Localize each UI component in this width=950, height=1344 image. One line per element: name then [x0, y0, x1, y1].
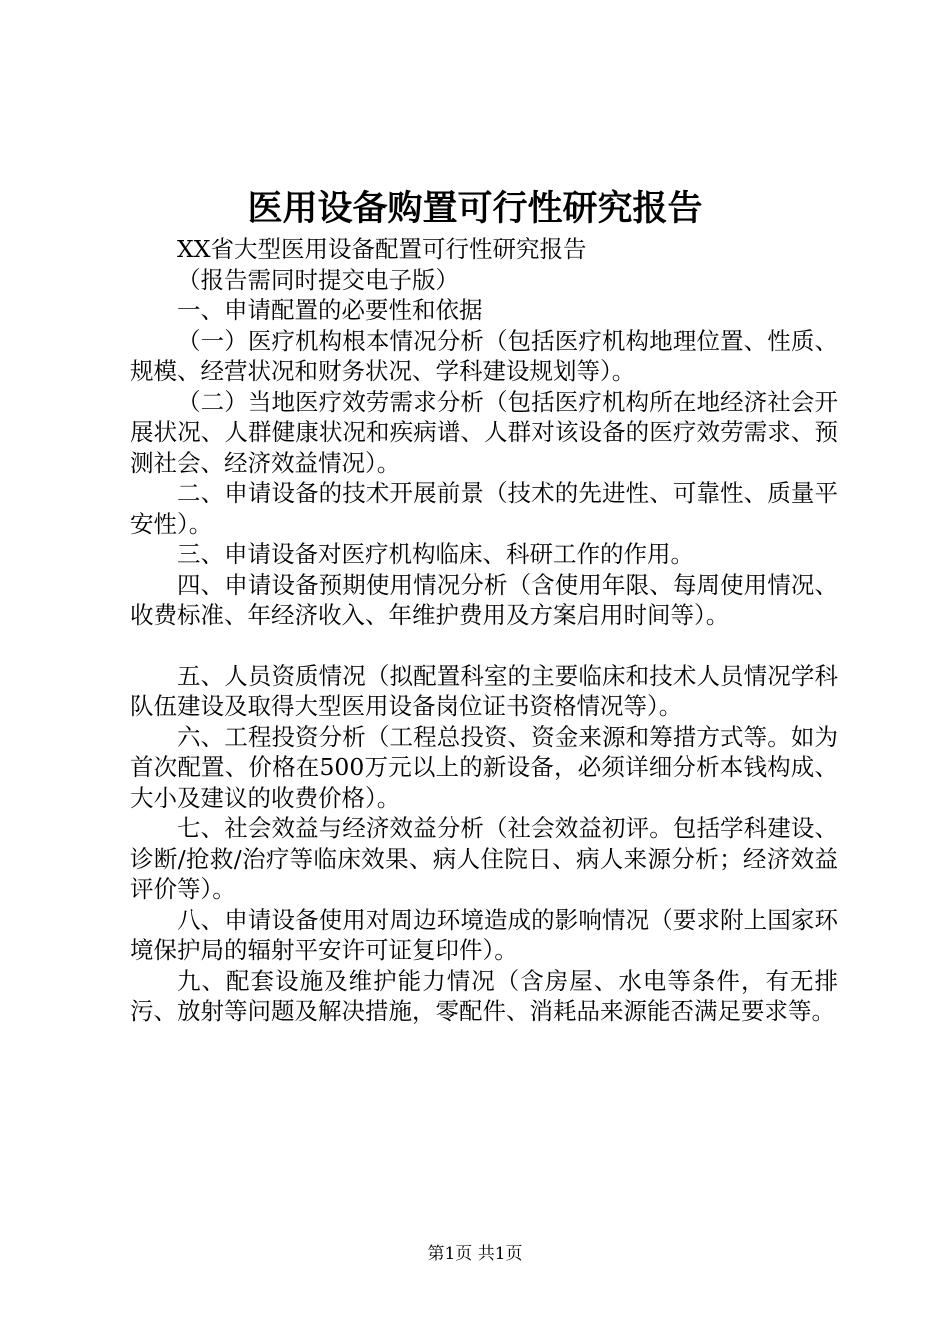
paragraph-section-2: 二、申请设备的技术开展前景（技术的先进性、可靠性、质量平安性）。	[130, 479, 838, 538]
paragraph-section-1: 一、申请配置的必要性和依据	[177, 296, 483, 324]
paragraph-section-6: 六、工程投资分析（工程总投资、资金来源和筹措方式等。如为首次配置、价格在500万元以上的新设备，必须详细分析本钱构成、大小及建议的收费价格）。	[130, 722, 838, 812]
paragraph-subtitle: XX省大型医用设备配置可行性研究报告	[177, 235, 587, 263]
document-body	[130, 234, 838, 1027]
paragraph-section-5: 五、人员资质情况（拟配置科室的主要临床和技术人员情况学科队伍建设及取得大型医用设备岗位证书资格情况等）。	[130, 661, 838, 720]
paragraph-section-7: 七、社会效益与经济效益分析（社会效益初评。包括学科建设、诊断/抢救/治疗等临床效果、病人住院日、病人来源分析；经济效益评价等）。	[130, 814, 838, 903]
paragraph-section-4: 四、申请设备预期使用情况分析（含使用年限、每周使用情况、收费标准、年经济收入、年维护费用及方案启用时间等）。	[130, 570, 838, 629]
page-title: 医用设备购置可行性研究报告	[247, 188, 703, 229]
paragraph-section-9: 九、配套设施及维护能力情况（含房屋、水电等条件，有无排污、放射等问题及解决措施，零配件、消耗品来源能否满足要求等。	[130, 966, 838, 1025]
page-footer: 第1页 共1页	[427, 1244, 523, 1264]
paragraph-section-1-1: （一）医疗机构根本情况分析（包括医疗机构地理位置、性质、规模、经营状况和财务状况、学科建设规划等）。	[130, 326, 838, 385]
paragraph-note: （报告需同时提交电子版）	[177, 265, 459, 294]
paragraph-section-8: 八、申请设备使用对周边环境造成的影响情况（要求附上国家环境保护局的辐射平安许可证复印件）。	[130, 905, 838, 964]
paragraph-section-3: 三、申请设备对医疗机构临床、科研工作的作用。	[177, 540, 694, 568]
paragraph-section-1-2: （二）当地医疗效劳需求分析（包括医疗机构所在地经济社会开展状况、人群健康状况和疾病谱、人群对该设备的医疗效劳需求、预测社会、经济效益情况）。	[130, 387, 838, 477]
